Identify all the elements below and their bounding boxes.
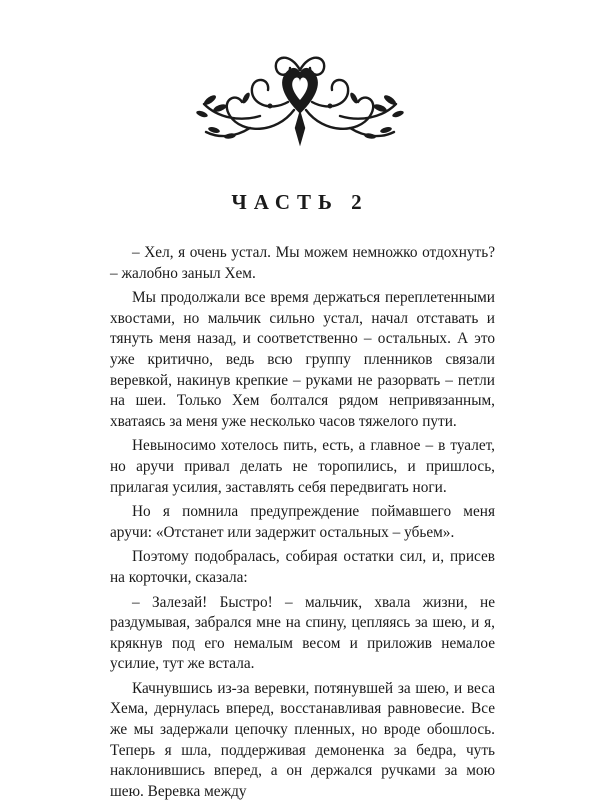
paragraph: Но я помнила предупреждение поймавшего меня аручи: «Отстанет или задержит остальных – убьем». <box>110 503 495 541</box>
heart-scroll-ornament-icon <box>190 42 410 152</box>
paragraph: Качнувшись из-за веревки, потянувшей за шею, и веса Хема, дернулась вперед, восстанавливая равновесие. Все же мы задержали цепочку пленных, но вроде обошлось. Теперь я шла, поддерживая демоненка за бедра, чуть наклонившись вперед, а он держался ручками за мою шею. Веревка между <box>110 679 495 800</box>
paragraph: Мы продолжали все время держаться переплетенными хвостами, но мальчик сильно устал, начал отставать и тянуть меня назад, и соответственно – остальных. А это уже критично, ведь всю группу пленников связали веревкой, накинув крепкие – руками не разорвать – петли на шеи. Только Хем болтался рядом непривязанным, хватаясь за меня уже несколько часов тяжелого пути. <box>110 289 495 430</box>
body-text <box>110 243 495 806</box>
paragraph: – Хел, я очень устал. Мы можем немножко отдохнуть? – жалобно заныл Хем. <box>110 244 495 282</box>
paragraph: – Залезай! Быстро! – мальчик, хвала жизни, не раздумывая, забрался мне на спину, цепляясь за шею, и я, крякнув под его немалым весом и приложив немалое усилие, тут же встала. <box>110 593 495 673</box>
paragraph: Поэтому подобралась, собирая остатки сил, и, присев на корточки, сказала: <box>110 548 495 586</box>
chapter-title: ЧАСТЬ 2 <box>231 190 369 214</box>
paragraph: Невыносимо хотелось пить, есть, а главное – в туалет, но аручи привал делать не торопились, и пришлось, прилагая усилия, заставлять себя передвигать ноги. <box>110 437 495 496</box>
